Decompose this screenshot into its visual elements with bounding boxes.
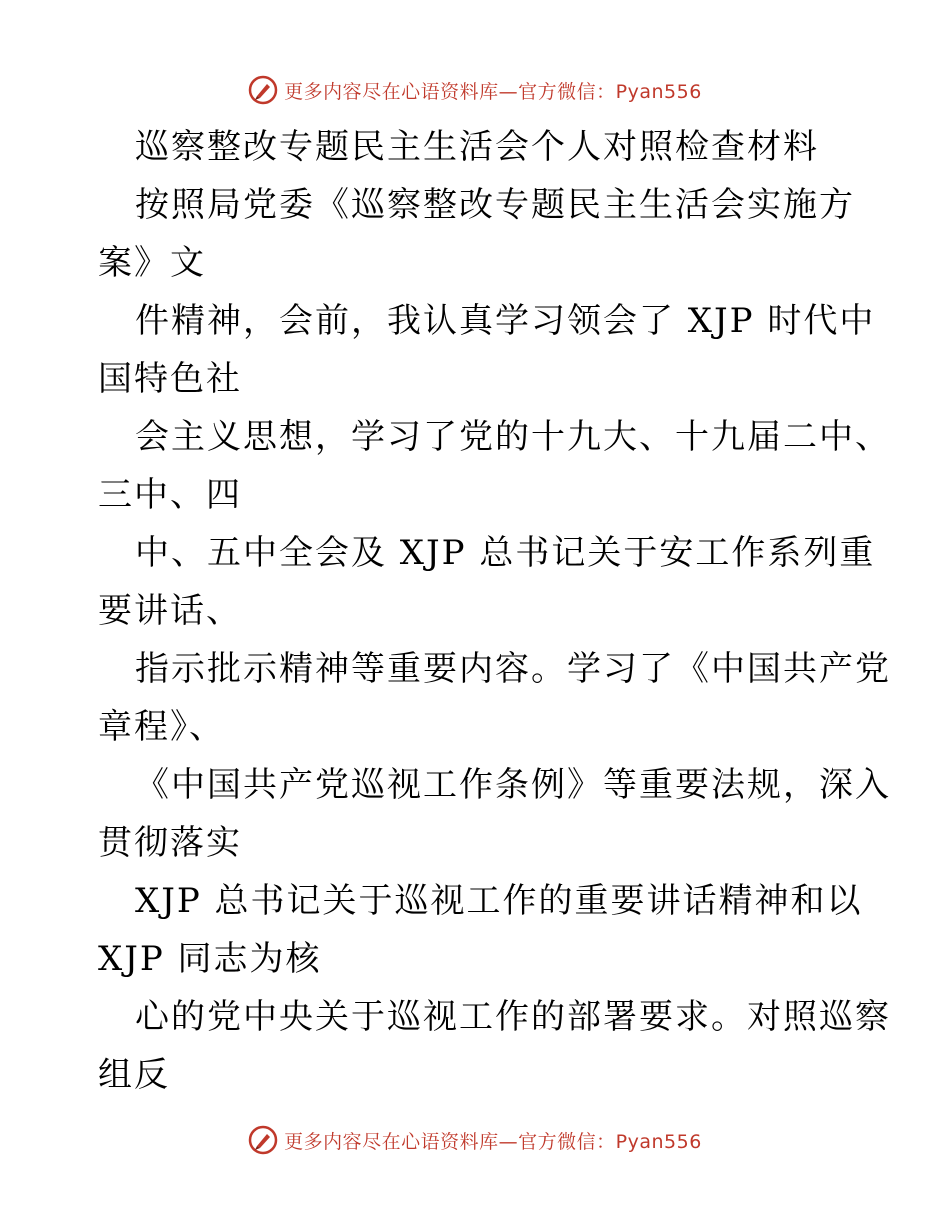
body-line: 案》文 xyxy=(98,243,206,283)
body-line: 按照局党委《巡察整改专题民主生活会实施方 xyxy=(135,185,855,225)
body-line: 要讲话、 xyxy=(98,591,242,631)
banner-text: 更多内容尽在心语资料库—官方微信：Pyan556 xyxy=(284,1130,702,1153)
body-line: 会主义思想，学习了党的十九大、十九届二中、 xyxy=(135,417,891,457)
body-line: 《中国共产党巡视工作条例》等重要法规，深入 xyxy=(135,765,891,805)
footer-banner xyxy=(0,1120,950,1160)
header-banner xyxy=(0,70,950,110)
pen-logo-icon xyxy=(248,1125,278,1155)
banner-text: 更多内容尽在心语资料库—官方微信：Pyan556 xyxy=(284,80,702,103)
body-line: XJP 同志为核 xyxy=(98,939,322,979)
document-title: 巡察整改专题民主生活会个人对照检查材料 xyxy=(135,127,819,167)
body-line: XJP 总书记关于巡视工作的重要讲话精神和以 xyxy=(135,881,863,921)
body-line: 三中、四 xyxy=(98,475,242,515)
body-line: 心的党中央关于巡视工作的部署要求。对照巡察 xyxy=(135,997,891,1037)
body-line: 件精神，会前，我认真学习领会了 XJP 时代中 xyxy=(135,301,876,341)
body-line: 贯彻落实 xyxy=(98,823,242,863)
body-line: 组反 xyxy=(98,1055,170,1095)
body-line: 国特色社 xyxy=(98,359,242,399)
body-line: 中、五中全会及 XJP 总书记关于安工作系列重 xyxy=(135,533,876,573)
pen-logo-icon xyxy=(248,75,278,105)
body-line: 指示批示精神等重要内容。学习了《中国共产党 xyxy=(135,649,891,689)
body-line: 章程》、 xyxy=(98,707,225,747)
